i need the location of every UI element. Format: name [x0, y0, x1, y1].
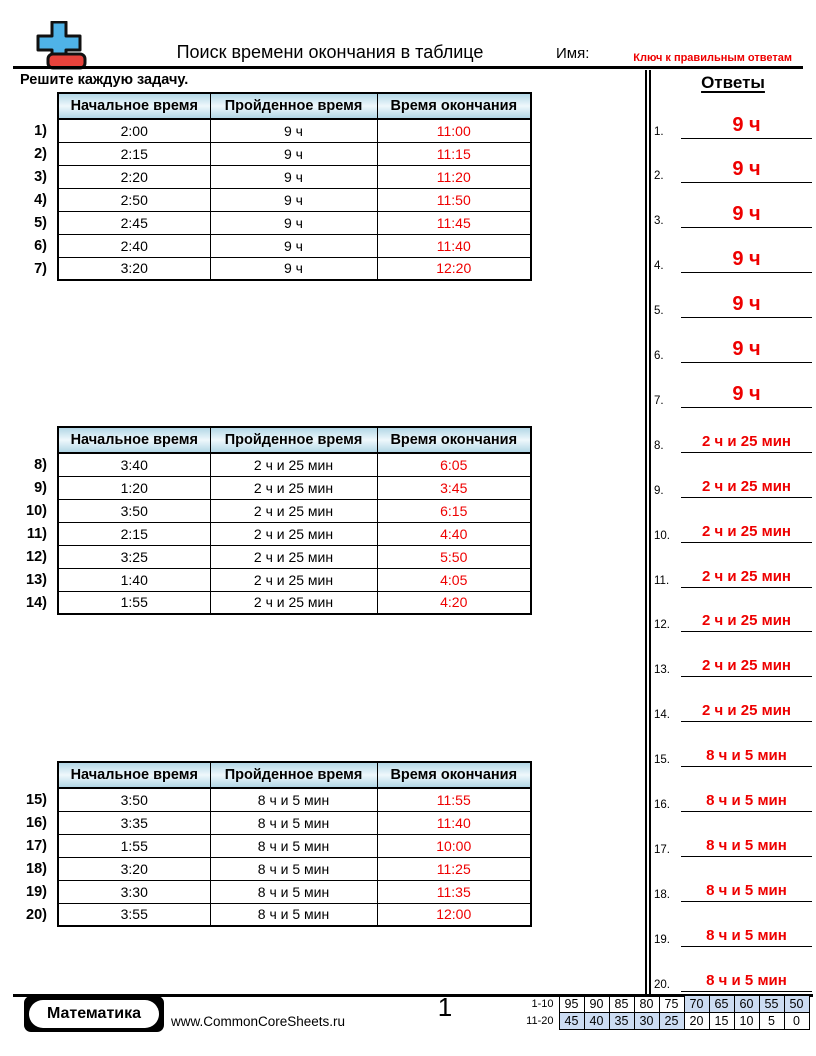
elapsed-time-cell: 2 ч и 25 мин — [210, 499, 377, 522]
answers-divider — [645, 70, 651, 995]
answer-number: 13. — [654, 664, 670, 676]
end-time-cell: 11:45 — [377, 211, 531, 234]
answer-value: 2 ч и 25 мин — [681, 658, 812, 677]
worksheet-title: Поиск времени окончания в таблице — [176, 42, 484, 62]
start-time-cell: 3:55 — [58, 903, 210, 926]
answer-item — [654, 199, 812, 228]
elapsed-time-cell: 8 ч и 5 мин — [210, 788, 377, 811]
elapsed-time-cell: 2 ч и 25 мин — [210, 568, 377, 591]
score-cell: 60 — [734, 996, 759, 1013]
score-cell: 90 — [584, 996, 609, 1013]
end-time-cell: 11:00 — [377, 119, 531, 142]
end-time-cell: 6:05 — [377, 453, 531, 476]
start-time-cell: 2:50 — [58, 188, 210, 211]
row-number: 20) — [14, 903, 58, 926]
row-number: 19) — [14, 880, 58, 903]
score-row-label: 11-20 — [526, 1015, 554, 1027]
start-time-cell: 3:40 — [58, 453, 210, 476]
start-time-cell: 2:15 — [58, 522, 210, 545]
end-time-cell: 11:25 — [377, 857, 531, 880]
elapsed-time-cell: 9 ч — [210, 188, 377, 211]
score-cell: 35 — [609, 1013, 634, 1030]
start-time-cell: 3:30 — [58, 880, 210, 903]
table-row — [14, 811, 531, 834]
table-row — [14, 476, 531, 499]
answer-item — [654, 289, 812, 318]
score-cell: 75 — [659, 996, 684, 1013]
answer-value: 2 ч и 25 мин — [681, 569, 812, 588]
answer-value: 8 ч и 5 мин — [681, 838, 812, 857]
answer-value: 2 ч и 25 мин — [681, 703, 812, 722]
answer-value: 2 ч и 25 мин — [681, 434, 812, 453]
elapsed-time-cell: 9 ч — [210, 165, 377, 188]
answer-item — [654, 603, 812, 632]
row-number: 2) — [14, 142, 58, 165]
header-divider — [13, 66, 803, 69]
start-time-cell: 2:40 — [58, 234, 210, 257]
answer-value: 9 ч — [681, 339, 812, 363]
row-number: 9) — [14, 476, 58, 499]
elapsed-time-cell: 2 ч и 25 мин — [210, 453, 377, 476]
start-time-cell: 1:40 — [58, 568, 210, 591]
page-number: 1 — [437, 992, 453, 1022]
answer-item — [654, 828, 812, 857]
answer-value: 2 ч и 25 мин — [681, 613, 812, 632]
row-number: 13) — [14, 568, 58, 591]
answer-number: 8. — [654, 440, 664, 452]
table-row — [14, 834, 531, 857]
answer-value: 9 ч — [681, 249, 812, 273]
table-row — [14, 453, 531, 476]
score-cell: 10 — [734, 1013, 759, 1030]
answer-number: 2. — [654, 170, 664, 182]
answer-value: 9 ч — [681, 384, 812, 408]
score-cell: 45 — [559, 1013, 584, 1030]
end-time-cell: 11:55 — [377, 788, 531, 811]
table-row — [14, 211, 531, 234]
answer-number: 9. — [654, 485, 664, 497]
end-time-cell: 12:00 — [377, 903, 531, 926]
table-row — [14, 188, 531, 211]
score-cell: 15 — [709, 1013, 734, 1030]
answer-number: 18. — [654, 889, 670, 901]
answer-item — [654, 559, 812, 588]
table-row — [14, 545, 531, 568]
answer-value: 9 ч — [681, 204, 812, 228]
answer-number: 19. — [654, 934, 670, 946]
end-time-cell: 4:40 — [377, 522, 531, 545]
answer-item — [654, 244, 812, 273]
score-cell: 70 — [684, 996, 709, 1013]
table-row — [14, 591, 531, 614]
score-grid — [522, 995, 810, 1030]
row-number: 4) — [14, 188, 58, 211]
elapsed-time-cell: 8 ч и 5 мин — [210, 880, 377, 903]
answer-value: 8 ч и 5 мин — [681, 883, 812, 902]
answer-item — [654, 469, 812, 498]
problem-table — [14, 426, 532, 615]
score-cell: 65 — [709, 996, 734, 1013]
column-header: Начальное время — [58, 93, 210, 119]
table-row — [14, 165, 531, 188]
score-row-label: 1-10 — [531, 998, 554, 1010]
table-row — [14, 119, 531, 142]
row-number: 5) — [14, 211, 58, 234]
column-header: Начальное время — [58, 427, 210, 453]
answer-number: 11. — [654, 575, 670, 587]
elapsed-time-cell: 2 ч и 25 мин — [210, 522, 377, 545]
score-cell: 85 — [609, 996, 634, 1013]
column-header: Пройденное время — [210, 427, 377, 453]
row-number: 14) — [14, 591, 58, 614]
answer-value: 9 ч — [681, 115, 812, 139]
instructions-text: Решите каждую задачу. — [20, 72, 189, 88]
row-number: 18) — [14, 857, 58, 880]
column-header: Начальное время — [58, 762, 210, 788]
answer-item — [654, 334, 812, 363]
answer-number: 10. — [654, 530, 670, 542]
score-cell: 25 — [659, 1013, 684, 1030]
table-row — [14, 257, 531, 280]
row-number: 11) — [14, 522, 58, 545]
column-header: Пройденное время — [210, 762, 377, 788]
row-number: 1) — [14, 119, 58, 142]
table-row — [14, 880, 531, 903]
answer-item — [654, 738, 812, 767]
end-time-cell: 3:45 — [377, 476, 531, 499]
answer-number: 14. — [654, 709, 670, 721]
score-cell: 20 — [684, 1013, 709, 1030]
answer-item — [654, 154, 812, 183]
row-number: 7) — [14, 257, 58, 280]
start-time-cell: 3:50 — [58, 788, 210, 811]
answer-value: 8 ч и 5 мин — [681, 793, 812, 812]
answer-number: 17. — [654, 844, 670, 856]
elapsed-time-cell: 8 ч и 5 мин — [210, 857, 377, 880]
row-number: 6) — [14, 234, 58, 257]
answers-title: Ответы — [701, 73, 765, 92]
table-row — [14, 499, 531, 522]
end-time-cell: 4:05 — [377, 568, 531, 591]
table-row — [14, 903, 531, 926]
answer-item — [654, 963, 812, 992]
answer-item — [654, 648, 812, 677]
answer-value: 8 ч и 5 мин — [681, 928, 812, 947]
end-time-cell: 11:15 — [377, 142, 531, 165]
start-time-cell: 3:20 — [58, 857, 210, 880]
end-time-cell: 11:40 — [377, 811, 531, 834]
answer-value: 2 ч и 25 мин — [681, 479, 812, 498]
answer-number: 3. — [654, 215, 664, 227]
elapsed-time-cell: 9 ч — [210, 142, 377, 165]
end-time-cell: 11:50 — [377, 188, 531, 211]
answer-item — [654, 514, 812, 543]
column-header: Время окончания — [377, 93, 531, 119]
name-label: Имя: — [556, 45, 590, 62]
answer-item — [654, 783, 812, 812]
answer-value: 2 ч и 25 мин — [681, 524, 812, 543]
table-row — [14, 857, 531, 880]
answer-number: 6. — [654, 350, 664, 362]
end-time-cell: 5:50 — [377, 545, 531, 568]
start-time-cell: 2:20 — [58, 165, 210, 188]
start-time-cell: 1:55 — [58, 591, 210, 614]
elapsed-time-cell: 9 ч — [210, 257, 377, 280]
answer-item — [654, 918, 812, 947]
answer-value: 9 ч — [681, 294, 812, 318]
end-time-cell: 11:20 — [377, 165, 531, 188]
website-text: www.CommonCoreSheets.ru — [171, 1014, 346, 1029]
score-cell: 40 — [584, 1013, 609, 1030]
score-row — [522, 996, 809, 1013]
end-time-cell: 11:40 — [377, 234, 531, 257]
elapsed-time-cell: 9 ч — [210, 234, 377, 257]
answer-number: 4. — [654, 260, 664, 272]
score-cell: 80 — [634, 996, 659, 1013]
row-number: 3) — [14, 165, 58, 188]
table-row — [14, 568, 531, 591]
table-row — [14, 234, 531, 257]
row-number: 15) — [14, 788, 58, 811]
answer-number: 12. — [654, 619, 670, 631]
answer-item — [654, 424, 812, 453]
answer-item — [654, 379, 812, 408]
elapsed-time-cell: 8 ч и 5 мин — [210, 834, 377, 857]
end-time-cell: 12:20 — [377, 257, 531, 280]
elapsed-time-cell: 2 ч и 25 мин — [210, 591, 377, 614]
row-number: 10) — [14, 499, 58, 522]
column-header: Время окончания — [377, 427, 531, 453]
row-number: 8) — [14, 453, 58, 476]
answer-value: 8 ч и 5 мин — [681, 973, 812, 992]
end-time-cell: 10:00 — [377, 834, 531, 857]
elapsed-time-cell: 2 ч и 25 мин — [210, 545, 377, 568]
answer-item — [654, 873, 812, 902]
start-time-cell: 3:25 — [58, 545, 210, 568]
elapsed-time-cell: 8 ч и 5 мин — [210, 903, 377, 926]
answer-number: 7. — [654, 395, 664, 407]
score-cell: 50 — [784, 996, 809, 1013]
table-row — [14, 142, 531, 165]
start-time-cell: 2:45 — [58, 211, 210, 234]
answer-number: 15. — [654, 754, 670, 766]
elapsed-time-cell: 8 ч и 5 мин — [210, 811, 377, 834]
score-cell: 5 — [759, 1013, 784, 1030]
end-time-cell: 4:20 — [377, 591, 531, 614]
end-time-cell: 6:15 — [377, 499, 531, 522]
answer-number: 16. — [654, 799, 670, 811]
table-row — [14, 788, 531, 811]
answer-key-label: Ключ к правильным ответам — [633, 52, 792, 64]
answer-number: 1. — [654, 126, 664, 138]
score-cell: 30 — [634, 1013, 659, 1030]
start-time-cell: 3:50 — [58, 499, 210, 522]
start-time-cell: 1:20 — [58, 476, 210, 499]
answer-item — [654, 693, 812, 722]
elapsed-time-cell: 2 ч и 25 мин — [210, 476, 377, 499]
answer-number: 5. — [654, 305, 664, 317]
score-cell: 55 — [759, 996, 784, 1013]
score-cell: 0 — [784, 1013, 809, 1030]
start-time-cell: 2:15 — [58, 142, 210, 165]
start-time-cell: 3:20 — [58, 257, 210, 280]
table-row — [14, 522, 531, 545]
elapsed-time-cell: 9 ч — [210, 119, 377, 142]
brand-label: Математика — [29, 1000, 159, 1028]
score-row — [522, 1013, 809, 1030]
answer-value: 9 ч — [681, 159, 812, 183]
answer-item — [654, 110, 812, 139]
problem-table — [14, 92, 532, 281]
end-time-cell: 11:35 — [377, 880, 531, 903]
problem-table — [14, 761, 532, 927]
start-time-cell: 2:00 — [58, 119, 210, 142]
row-number: 16) — [14, 811, 58, 834]
column-header: Время окончания — [377, 762, 531, 788]
start-time-cell: 3:35 — [58, 811, 210, 834]
row-number: 17) — [14, 834, 58, 857]
elapsed-time-cell: 9 ч — [210, 211, 377, 234]
row-number: 12) — [14, 545, 58, 568]
start-time-cell: 1:55 — [58, 834, 210, 857]
score-cell: 95 — [559, 996, 584, 1013]
answer-number: 20. — [654, 979, 670, 991]
answer-value: 8 ч и 5 мин — [681, 748, 812, 767]
plus-minus-logo-icon — [32, 21, 90, 71]
brand-badge — [24, 996, 164, 1032]
column-header: Пройденное время — [210, 93, 377, 119]
